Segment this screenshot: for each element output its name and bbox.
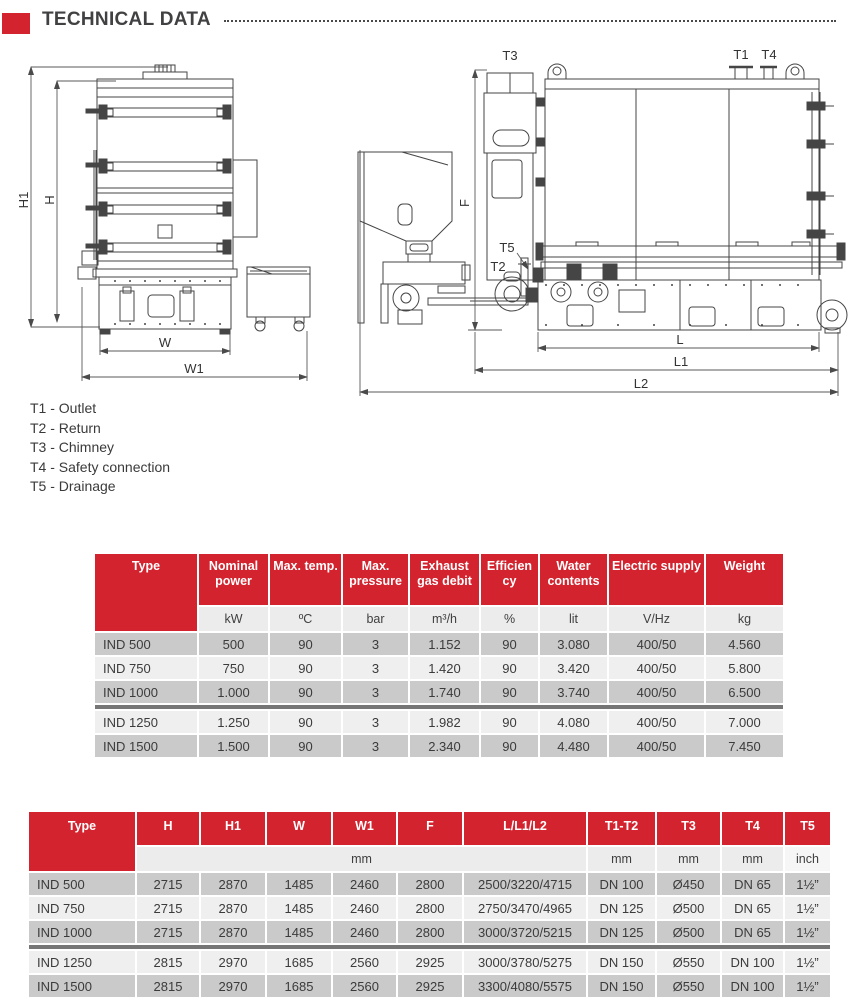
data-cell: 1.420 <box>410 657 479 679</box>
data-cell: 2870 <box>201 873 265 895</box>
dim-col-w1: W1 <box>333 812 396 845</box>
table-row <box>95 633 783 655</box>
row-model-name: IND 750 <box>95 657 197 679</box>
data-cell: 90 <box>481 681 538 703</box>
data-cell: 400/50 <box>609 735 704 757</box>
data-cell: 3 <box>343 633 408 655</box>
data-cell: DN 65 <box>722 873 783 895</box>
unit-cell: inch <box>785 847 830 871</box>
data-cell: 1.500 <box>199 735 268 757</box>
data-cell: 3 <box>343 735 408 757</box>
data-cell: 1685 <box>267 951 331 973</box>
data-cell: DN 150 <box>588 951 655 973</box>
data-cell: 7.000 <box>706 711 783 733</box>
data-cell: 6.500 <box>706 681 783 703</box>
data-cell: 90 <box>481 711 538 733</box>
data-cell: 400/50 <box>609 657 704 679</box>
unit-cell-mm-merged: mm <box>137 847 586 871</box>
unit-cell: kg <box>706 607 783 631</box>
spec-header-row <box>95 554 783 605</box>
table-row <box>95 681 783 703</box>
side-dim-t2: T2 <box>490 259 506 274</box>
data-cell: 1.152 <box>410 633 479 655</box>
unit-cell: V/Hz <box>609 607 704 631</box>
row-model-name: IND 500 <box>95 633 197 655</box>
dim-header-row <box>29 812 830 845</box>
data-cell: 2715 <box>137 921 199 943</box>
dim-col-t5: T5 <box>785 812 830 845</box>
unit-cell: kW <box>199 607 268 631</box>
data-cell: DN 100 <box>722 975 783 997</box>
dimensions-table <box>27 810 832 999</box>
data-cell: 1.982 <box>410 711 479 733</box>
unit-cell: % <box>481 607 538 631</box>
table-row <box>95 711 783 733</box>
data-cell: Ø500 <box>657 897 720 919</box>
data-cell: 90 <box>270 681 341 703</box>
data-cell: Ø450 <box>657 873 720 895</box>
data-cell: 2560 <box>333 975 396 997</box>
data-cell: DN 65 <box>722 897 783 919</box>
spec-col-weight: Weight <box>706 554 783 605</box>
front-dim-w1: W1 <box>184 361 204 376</box>
data-cell: 90 <box>270 633 341 655</box>
data-cell: 3.740 <box>540 681 607 703</box>
data-cell: 90 <box>481 633 538 655</box>
data-cell: 2970 <box>201 951 265 973</box>
legend-item: T5 - Drainage <box>30 478 116 494</box>
row-model-name: IND 1000 <box>95 681 197 703</box>
data-cell: 500 <box>199 633 268 655</box>
table-row <box>95 735 783 757</box>
side-dimension-lines <box>360 70 838 396</box>
data-cell: 1.000 <box>199 681 268 703</box>
data-cell: 1485 <box>267 873 331 895</box>
data-cell: 2800 <box>398 921 462 943</box>
table-row <box>29 897 830 919</box>
data-cell: 2870 <box>201 921 265 943</box>
table-row <box>95 657 783 679</box>
unit-cell: mm <box>722 847 783 871</box>
unit-cell: lit <box>540 607 607 631</box>
spec-col-type: Type <box>95 554 197 631</box>
side-dim-l1: L1 <box>673 354 689 369</box>
data-cell: 1½” <box>785 897 830 919</box>
data-cell: Ø550 <box>657 975 720 997</box>
data-cell: 2715 <box>137 897 199 919</box>
data-cell: 1485 <box>267 897 331 919</box>
spec-col-water-contents: Water contents <box>540 554 607 605</box>
side-dim-l: L <box>676 332 684 347</box>
spec-col-max-temp: Max. temp. <box>270 554 341 605</box>
table-row <box>29 951 830 973</box>
spec-col-efficiency: Efficiency <box>481 554 538 605</box>
front-furnace-box <box>78 251 237 334</box>
legend-item: T3 - Chimney <box>30 439 115 455</box>
side-right-levers <box>807 92 847 333</box>
side-cleaning-rails <box>536 242 845 268</box>
side-fuel-hopper <box>358 152 538 324</box>
unit-cell: mm <box>588 847 655 871</box>
dim-col-t4: T4 <box>722 812 783 845</box>
data-cell: 400/50 <box>609 711 704 733</box>
dim-col-h1: H1 <box>201 812 265 845</box>
side-dim-t5: T5 <box>499 240 515 255</box>
data-cell: 3.420 <box>540 657 607 679</box>
data-cell: 2460 <box>333 873 396 895</box>
data-cell: 1.250 <box>199 711 268 733</box>
data-cell: 2500/3220/4715 <box>464 873 586 895</box>
data-cell: 750 <box>199 657 268 679</box>
data-cell: 2800 <box>398 897 462 919</box>
row-model-name: IND 750 <box>29 897 135 919</box>
spec-col-exhaust-gas-debit: Exhaust gas debit <box>410 554 479 605</box>
table-row <box>29 921 830 943</box>
front-boiler-body <box>94 65 257 269</box>
front-dim-h1: H1 <box>16 191 31 209</box>
data-cell: 2870 <box>201 897 265 919</box>
header-accent-square <box>2 13 30 34</box>
front-dimension-lines <box>31 67 307 381</box>
data-cell: 1½” <box>785 975 830 997</box>
side-dim-t1: T1 <box>733 47 749 62</box>
data-cell: DN 100 <box>722 951 783 973</box>
side-dim-f: F <box>457 199 472 207</box>
row-model-name: IND 1250 <box>95 711 197 733</box>
connection-legend <box>30 399 170 497</box>
data-cell: 2815 <box>137 951 199 973</box>
unit-cell: m³/h <box>410 607 479 631</box>
data-cell: 2815 <box>137 975 199 997</box>
header-dotted-line <box>224 20 836 22</box>
data-cell: Ø550 <box>657 951 720 973</box>
data-cell: 1485 <box>267 921 331 943</box>
table-separator <box>95 705 783 709</box>
data-cell: 4.080 <box>540 711 607 733</box>
data-cell: DN 100 <box>588 873 655 895</box>
row-model-name: IND 1250 <box>29 951 135 973</box>
table-separator <box>29 945 830 949</box>
data-cell: 3 <box>343 711 408 733</box>
row-model-name: IND 1000 <box>29 921 135 943</box>
data-cell: DN 125 <box>588 921 655 943</box>
data-cell: 4.480 <box>540 735 607 757</box>
table-row <box>29 975 830 997</box>
data-cell: 90 <box>270 657 341 679</box>
page-title: TECHNICAL DATA <box>42 9 211 30</box>
data-cell: DN 125 <box>588 897 655 919</box>
data-cell: 2460 <box>333 897 396 919</box>
spec-col-nominal-power: Nominal power <box>199 554 268 605</box>
data-cell: 2.340 <box>410 735 479 757</box>
legend-item: T4 - Safety connection <box>30 458 171 475</box>
side-view-drawing <box>340 40 852 400</box>
legend-item: T1 - Outlet <box>30 400 97 416</box>
data-cell: 3 <box>343 657 408 679</box>
dim-col-type: Type <box>29 812 135 871</box>
row-model-name: IND 500 <box>29 873 135 895</box>
spec-table <box>93 552 785 759</box>
data-cell: Ø500 <box>657 921 720 943</box>
side-boiler-body <box>545 64 819 280</box>
data-cell: 3000/3780/5275 <box>464 951 586 973</box>
data-cell: 1.740 <box>410 681 479 703</box>
data-cell: 2750/3470/4965 <box>464 897 586 919</box>
side-dim-l2: L2 <box>633 376 649 391</box>
row-model-name: IND 1500 <box>95 735 197 757</box>
data-cell: 1½” <box>785 873 830 895</box>
data-cell: DN 150 <box>588 975 655 997</box>
data-cell: 2715 <box>137 873 199 895</box>
unit-cell: mm <box>657 847 720 871</box>
data-cell: 400/50 <box>609 633 704 655</box>
dim-col-f: F <box>398 812 462 845</box>
unit-cell: ºC <box>270 607 341 631</box>
spec-units-row <box>95 607 783 631</box>
side-dim-t3: T3 <box>502 48 518 63</box>
front-view-drawing <box>16 55 330 395</box>
data-cell: 4.560 <box>706 633 783 655</box>
data-cell: 2560 <box>333 951 396 973</box>
data-cell: 3300/4080/5575 <box>464 975 586 997</box>
dim-col-l-l1-l2: L/L1/L2 <box>464 812 586 845</box>
data-cell: 1½” <box>785 921 830 943</box>
dim-col-t3: T3 <box>657 812 720 845</box>
data-cell: 90 <box>270 711 341 733</box>
spec-col-electric-supply: Electric supply <box>609 554 704 605</box>
data-cell: 2970 <box>201 975 265 997</box>
data-cell: 1685 <box>267 975 331 997</box>
data-cell: 400/50 <box>609 681 704 703</box>
side-bottom-section <box>518 258 821 330</box>
dim-units-row <box>29 847 830 871</box>
row-model-name: IND 1500 <box>29 975 135 997</box>
table-row <box>29 873 830 895</box>
data-cell: 90 <box>270 735 341 757</box>
dim-col-t1-t2: T1-T2 <box>588 812 655 845</box>
data-cell: 3.080 <box>540 633 607 655</box>
data-cell: 3 <box>343 681 408 703</box>
front-ash-cart <box>247 267 310 331</box>
dim-col-h: H <box>137 812 199 845</box>
side-dim-t4: T4 <box>761 47 777 62</box>
data-cell: DN 65 <box>722 921 783 943</box>
data-cell: 90 <box>481 735 538 757</box>
front-dim-h: H <box>42 195 57 205</box>
legend-item: T2 - Return <box>30 419 101 436</box>
data-cell: 2925 <box>398 975 462 997</box>
data-cell: 2800 <box>398 873 462 895</box>
spec-col-max-pressure: Max. pressure <box>343 554 408 605</box>
data-cell: 3000/3720/5215 <box>464 921 586 943</box>
front-dim-w: W <box>158 335 172 350</box>
data-cell: 2460 <box>333 921 396 943</box>
data-cell: 2925 <box>398 951 462 973</box>
unit-cell: bar <box>343 607 408 631</box>
data-cell: 5.800 <box>706 657 783 679</box>
data-cell: 7.450 <box>706 735 783 757</box>
dim-col-w: W <box>267 812 331 845</box>
data-cell: 1½” <box>785 951 830 973</box>
data-cell: 90 <box>481 657 538 679</box>
